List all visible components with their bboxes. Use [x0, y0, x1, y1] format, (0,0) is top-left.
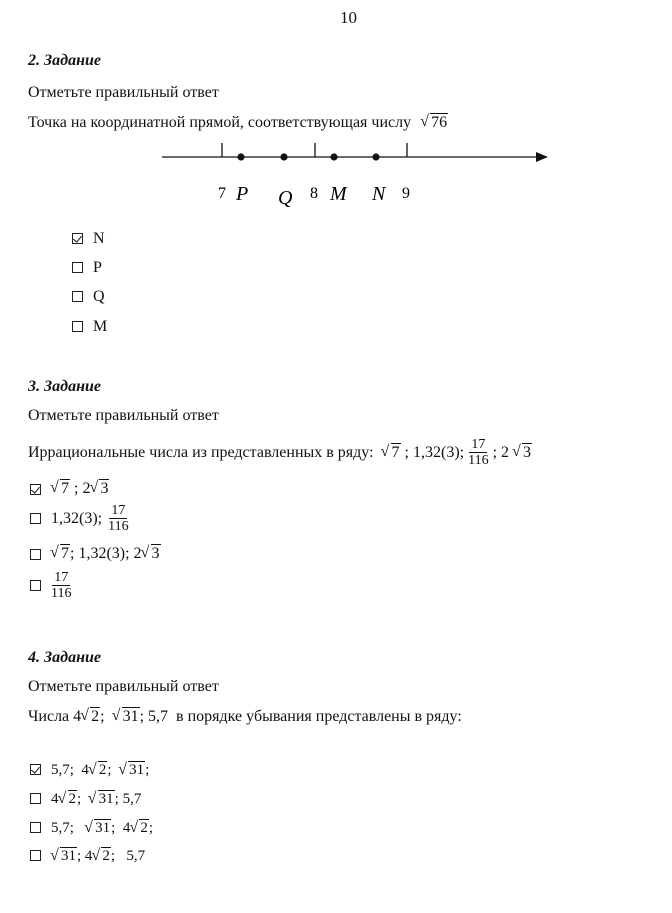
sqrt-31: √ 31 — [85, 820, 111, 837]
sqrt-7: √ 7 — [382, 444, 401, 462]
fraction-17-116: $\frac{17}{116}$ — [51, 570, 72, 601]
point-M — [330, 153, 337, 160]
task4-option-4[interactable]: √ 31; 4√ 2; 5,7 — [30, 848, 145, 865]
fraction-17-116: $\frac{17}{116}$ — [468, 437, 489, 468]
sqrt-31: √ 31 — [113, 708, 140, 726]
task3-heading: 3. Задание — [28, 378, 101, 395]
sqrt-3: √ 3 — [90, 480, 109, 498]
label-M: M — [330, 183, 347, 205]
sqrt-7: √ 7 — [51, 545, 70, 563]
task4-question: Числа 4√ 2; √ 31; 5,7 в порядке убывания представлены в ряду: — [28, 708, 462, 726]
label-8: 8 — [310, 185, 318, 202]
sqrt-31: √ 31 — [119, 762, 145, 779]
page-number: 10 — [340, 8, 357, 27]
sqrt-2: √ 2 — [81, 708, 100, 726]
sqrt-2: √ 2 — [92, 848, 111, 865]
checkbox-icon[interactable] — [72, 321, 83, 332]
task3-option-3[interactable]: √ 7 ; 1,32(3); 2 √ 3 — [30, 545, 161, 563]
checkbox-icon[interactable] — [30, 822, 41, 833]
task4-option-3[interactable]: 5,7; √ 31; 4√ 2; — [30, 820, 153, 837]
sqrt-31: √ 31 — [51, 848, 77, 865]
task4-instruction: Отметьте правильный ответ — [28, 678, 219, 695]
label-P: P — [236, 183, 249, 205]
checkbox-checked-icon[interactable] — [72, 233, 83, 244]
checkbox-icon[interactable] — [30, 580, 41, 591]
task4-option-1[interactable]: 5,7; 4√ 2; √ 31; — [30, 762, 149, 779]
task2-option-Q[interactable]: Q — [72, 288, 105, 306]
checkbox-icon[interactable] — [30, 513, 41, 524]
sqrt-3: √ 3 — [142, 545, 161, 563]
task3-option-2[interactable]: 1,32(3); $\frac{17}{116}$ — [30, 503, 129, 534]
task2-option-N[interactable]: N — [72, 230, 105, 248]
checkbox-icon[interactable] — [72, 291, 83, 302]
task4-heading: 4. Задание — [28, 649, 101, 666]
task3-option-4[interactable] — [30, 570, 71, 601]
axis-arrow — [536, 152, 548, 162]
task3-option-1[interactable]: √ 7 ; 2 √ 3 — [30, 480, 109, 498]
checkbox-icon[interactable] — [72, 262, 83, 273]
checkbox-icon[interactable] — [30, 549, 41, 560]
sqrt-76: √ 76 — [421, 114, 448, 132]
task3-instruction: Отметьте правильный ответ — [28, 407, 219, 424]
point-N — [372, 153, 379, 160]
task2-instruction: Отметьте правильный ответ — [28, 84, 219, 101]
label-Q: Q — [278, 187, 293, 209]
task3-question: Иррациональные числа из представленных в ряду: √ 7 ; 1,32(3); $\frac{17}{116}$ ; 2 √ 3 — [28, 437, 532, 468]
checkbox-checked-icon[interactable] — [30, 764, 41, 775]
point-P — [237, 153, 244, 160]
task4-option-2[interactable]: 4√ 2; √ 31; 5,7 — [30, 791, 141, 808]
task2-question-text: Точка на координатной прямой, соответствующая числу — [28, 114, 412, 131]
sqrt-7: √ 7 — [51, 480, 70, 498]
task2-option-P[interactable]: P — [72, 259, 102, 277]
task3-question-text: Иррациональные числа из представленных в ряду: — [28, 443, 374, 461]
task2-option-M[interactable]: M — [72, 318, 107, 336]
checkbox-checked-icon[interactable] — [30, 484, 41, 495]
fraction-17-116: $\frac{17}{116}$ — [108, 503, 129, 534]
label-N: N — [372, 183, 386, 205]
checkbox-icon[interactable] — [30, 850, 41, 861]
number-line — [150, 140, 560, 210]
sqrt-2: √ 2 — [130, 820, 149, 837]
label-9: 9 — [402, 185, 410, 202]
checkbox-icon[interactable] — [30, 793, 41, 804]
sqrt-2: √ 2 — [89, 762, 108, 779]
point-Q — [280, 153, 287, 160]
task2-question — [28, 114, 448, 132]
sqrt-2: √ 2 — [59, 791, 78, 808]
task2-heading: 2. Задание — [28, 52, 101, 69]
sqrt-3: √ 3 — [513, 444, 532, 462]
label-7: 7 — [218, 185, 226, 202]
sqrt-31: √ 31 — [89, 791, 115, 808]
